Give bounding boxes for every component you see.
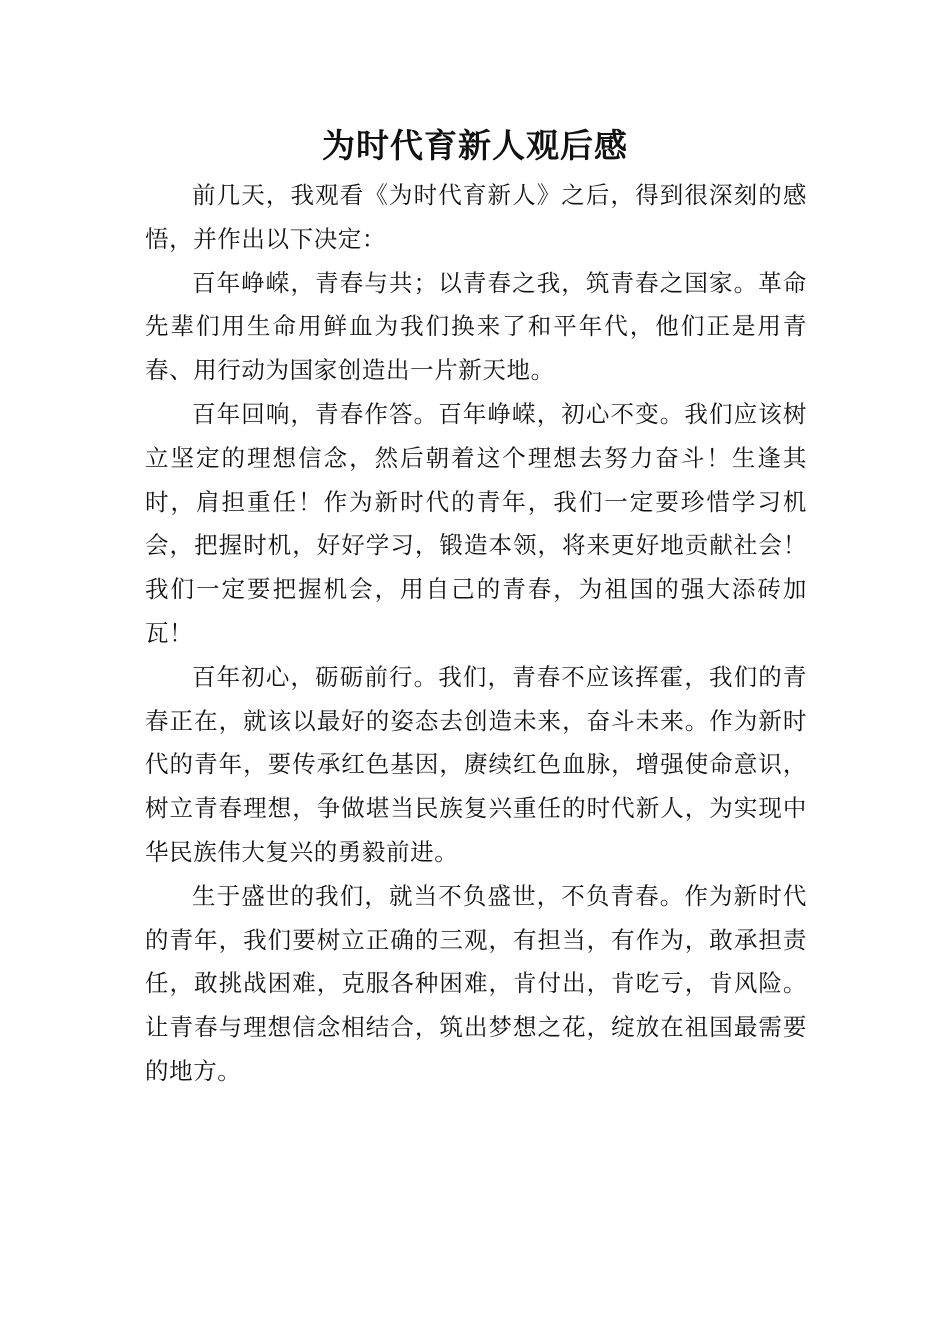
document-body xyxy=(145,174,807,1094)
paragraph-intro: 前几天，我观看《为时代育新人》之后，得到很深刻的感悟，并作出以下决定： xyxy=(145,181,807,253)
paragraph-red-heritage: 百年初心，砺砺前行。我们，青春不应该挥霍，我们的青春正在，就该以最好的姿态去创造未来，奋斗未来。作为新时代的青年，要传承红色基因，赓续红色血脉，增强使命意识，树立青春理想，争做堪当民族复兴重任的时代新人，为实现中华民族伟大复兴的勇毅前进。 xyxy=(145,662,807,866)
paragraph-conclusion: 生于盛世的我们，就当不负盛世，不负青春。作为新时代的青年，我们要树立正确的三观，有担当，有作为，敢承担责任，敢挑战困难，克服各种困难，肯付出，肯吃亏，肯风险。让青春与理想信念相结合，筑出梦想之花，绽放在祖国最需要的地方。 xyxy=(145,881,807,1085)
document-title: 为时代育新人观后感 xyxy=(322,126,628,165)
paragraph-ideals: 百年回响，青春作答。百年峥嵘，初心不变。我们应该树立坚定的理想信念，然后朝着这个理想去努力奋斗！生逢其时，肩担重任！作为新时代的青年，我们一定要珍惜学习机会，把握时机，好好学习，锻造本领，将来更好地贡献社会！我们一定要把握机会，用自己的青春，为祖国的强大添砖加瓦！ xyxy=(145,399,807,647)
paragraph-youth-nation: 百年峥嵘，青春与共；以青春之我，筑青春之国家。革命先辈们用生命用鲜血为我们换来了和平年代，他们正是用青春、用行动为国家创造出一片新天地。 xyxy=(145,268,807,385)
